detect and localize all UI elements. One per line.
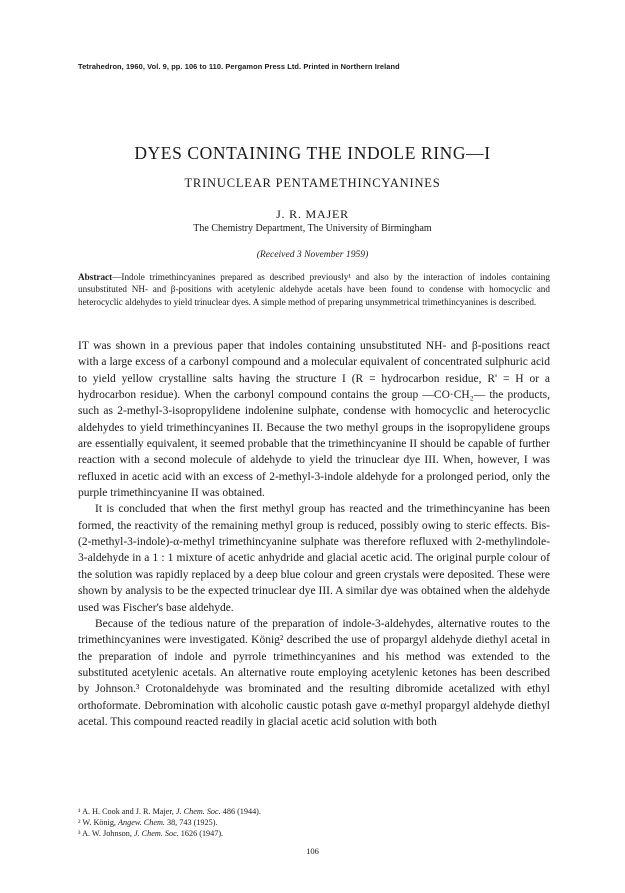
footnote-details: 1626 (1947).: [178, 829, 224, 838]
footnote-authors: A. W. Johnson,: [82, 829, 134, 838]
article-subtitle: TRINUCLEAR PENTAMETHINCYANINES: [184, 176, 441, 190]
footnote-mark: ¹: [78, 807, 81, 816]
body-paragraph: It is concluded that when the first methyl group has reacted and the trimethincyanine has been formed, the reactivity of the remaining methyl group is reduced, possibly owing to steric effects. Bis-(2-methyl-3-indole)-α-methyl trimethincyanine sulphate was therefore refluxed with 2-methylindole-3-aldehyde in a 1 : 1 mixture of acetic anhydride and glacial acetic acid. The original purple colour of the solution was rapidly replaced by a deep blue colour and green crystals were deposited. These were shown by analysis to be the expected trinuclear dye III. A similar dye was obtained when the aldehyde used was Fischer's base aldehyde.: [78, 503, 550, 614]
body-paragraph: IT was shown in a previous paper that indoles containing unsubstituted NH- and β-positions react with a large excess of a carbonyl compound and a molecular equivalent of concentrated sulphuric acid to yield yellow crystalline salts having the structure I (R = hydrocarbon residue, R' = H or a hydrocarbon residue). When the carbonyl compound contains the group —CO·CH₂— the products, such as 2-methyl-3-isopropylidene indoleninе sulphate, condense with homocyclic and heterocyclic aldehydes to yield trimethincyanines II. Because the two methyl groups in the isopropylidene groups are essentially equivalent, it seemed probable that the trimethincyanine II should be capable of further reaction with a second molecule of aldehyde to yield the trinuclear dye III. When, however, I was refluxed in acetic acid with an excess of 2-methyl-3-indole aldehyde for a prolonged period, only the purple trimethincyanine II was obtained.: [78, 340, 550, 500]
footnote: [78, 828, 550, 839]
footnote-details: 38, 743 (1925).: [164, 818, 218, 827]
abstract: [78, 271, 550, 308]
footnote-details: 486 (1944).: [220, 807, 261, 816]
author-affiliation: The Chemistry Department, The University of Birmingham: [193, 223, 432, 234]
abstract-label: Abstract: [78, 272, 113, 282]
footnotes: [78, 806, 550, 839]
body-paragraph: Because of the tedious nature of the preparation of indole-3-aldehydes, alternative routes to the trimethincyanines were investigated. König² described the use of propargyl aldehyde diethyl acetal in the preparation of indole and pyrrole trimethincyanines and his method was extended to the substituted acetylenic acetals. An alternative route employing acetylenic ketones has been described by Johnson.³ Crotonaldehyde was brominated and the resulting dibromide acetalized with ethyl orthoformate. Debromination with alcoholic caustic potash gave α-methyl propargyl aldehyde diethyl acetal. This compound reacted readily in glacial acetic acid solution with both: [78, 617, 550, 728]
body-text: [78, 338, 550, 730]
footnote-journal: Angew. Chem.: [118, 818, 165, 827]
page-number: 106: [306, 846, 319, 856]
footnote-authors: A. H. Cook and J. R. Majer,: [82, 807, 176, 816]
footnote-journal: J. Chem. Soc.: [133, 829, 179, 838]
footnote-authors: W. König,: [82, 818, 119, 827]
article-title: DYES CONTAINING THE INDOLE RING—I: [134, 143, 491, 163]
abstract-text: —Indole trimethincyanines prepared as described previously¹ and also by the interaction of indoles containing unsubstituted NH- and β-positions with acetylenic aldehyde acetals have been found to condense with homocyclic and heterocyclic aldehydes to yield trinuclear dyes. A simple method of preparing unsymmetrical trimethincyanines is described.: [78, 272, 550, 307]
received-date: (Received 3 November 1959): [256, 249, 369, 260]
footnote-journal: J. Chem. Soc.: [175, 807, 221, 816]
footnote: [78, 817, 550, 828]
footnote-mark: ³: [78, 829, 81, 838]
author-name: J. R. MAJER: [276, 207, 349, 221]
footnote: [78, 806, 550, 817]
footnote-mark: ²: [78, 818, 81, 827]
journal-citation-header: Tetrahedron, 1960, Vol. 9, pp. 106 to 110. Pergamon Press Ltd. Printed in Northern Ireland: [78, 62, 400, 71]
